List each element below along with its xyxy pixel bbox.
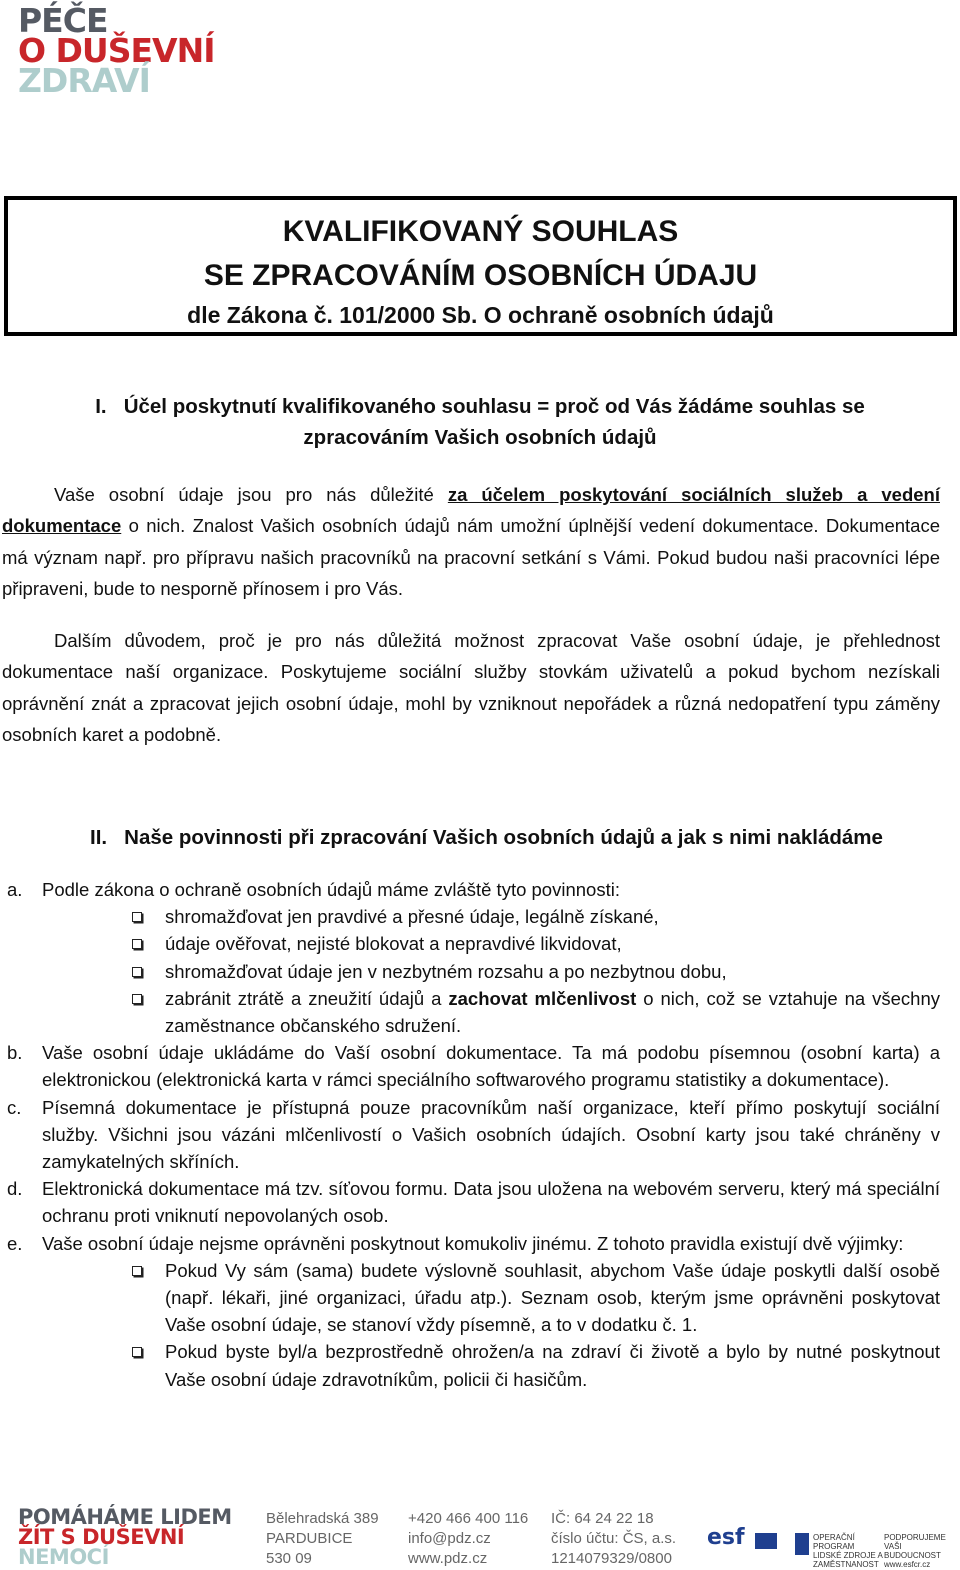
p1-text-end: o nich. Znalost Vašich osobních údajů nám umožní úplnější vedení dokumentace. Dokumentace má význam např. pro přípravu našich pracovníků na pracovní setkání s Vámi. Pokud budou naši pracovníci lépe připraveni, bude to nesporně přínosem i pro Vás. <box>2 515 940 599</box>
bullet-item <box>2 985 940 1039</box>
footer-bank <box>551 1509 676 1569</box>
item-marker: c. <box>7 1096 22 1118</box>
item-marker: a. <box>7 879 23 900</box>
footer-logo-line-1: POMÁHÁME LIDEM <box>18 1505 232 1529</box>
square-bullet-icon <box>132 994 142 1004</box>
op-logo <box>795 1533 883 1567</box>
square-bullet-icon <box>132 1347 142 1357</box>
bullet-text: shromažďovat jen pravdivé a přesné údaje, legálně získané, <box>165 906 659 928</box>
item-d-text: Elektronická dokumentace má tzv. síťovou formu. Data jsou uložena na webovém serveru, který má speciální ochranu proti vniknutí nepovolaných osob. <box>42 1178 940 1227</box>
contact-website[interactable]: www.pdz.cz <box>408 1550 488 1567</box>
list-item-b <box>2 1039 940 1093</box>
op-mark-icon <box>795 1533 809 1555</box>
list-item-c <box>2 1094 940 1176</box>
address-city: PARDUBICE <box>266 1530 353 1547</box>
section-1-paragraph-1 <box>2 479 940 604</box>
p1-underlined-text: za účelem poskytování sociálních služeb a vedení dokumentace <box>2 484 940 537</box>
page-footer <box>0 1505 960 1570</box>
bank-account-number: 1214079329/0800 <box>551 1550 672 1567</box>
bullet-text: Pokud byste byl/a bezprostředně ohrožen/a na zdraví či životě a bylo by nutné poskytnout Vaše osobní údaje zdravotníkům, policii či hasičům. <box>165 1341 940 1390</box>
bullet-item <box>2 930 940 957</box>
list-item-e <box>2 1230 940 1257</box>
footer-address <box>266 1509 379 1569</box>
address-street: Bělehradská 389 <box>266 1510 379 1527</box>
footer-contact <box>408 1509 528 1569</box>
item-a-text: Podle zákona o ochraně osobních údajů máme zvláště tyto povinnosti: <box>42 879 620 900</box>
organization-logo <box>18 1 215 100</box>
op-text: OPERAČNÍ PROGRAM LIDSKÉ ZDROJE A ZAMĚSTNANOST <box>813 1533 883 1569</box>
p2-text: Dalším důvodem, proč je pro nás důležitá možnost zpracovat Vaše osobní údaje, je přehlednost dokumentace naší organizace. Poskytujeme sociální služby stovkám uživatelů a pokud bychom nezískali oprávnění znát a zpracovat jejich osobní údaje, mohl by vzniknout nepořádek a různá nedopatření typu záměny osobních karet a podobně. <box>2 630 940 745</box>
square-bullet-icon <box>132 912 142 922</box>
eu-flag-icon <box>755 1533 777 1549</box>
bullet-text <box>165 985 940 1039</box>
square-bullet-icon <box>132 939 142 949</box>
bullet-item <box>2 1257 940 1339</box>
address-zip: 530 09 <box>266 1550 312 1567</box>
list-item-d <box>2 1175 940 1229</box>
bullet-4-bold: zachovat mlčenlivost <box>448 987 637 1009</box>
document-title-line-1: KVALIFIKOVANÝ SOUHLAS <box>282 215 679 248</box>
bullet-text: shromažďovat údaje jen v nezbytném rozsahu a po nezbytnou dobu, <box>165 960 727 982</box>
p1-text-start: Vaše osobní údaje jsou pro nás důležité <box>54 484 448 505</box>
item-marker: d. <box>7 1178 23 1200</box>
section-1-heading-line-1: I. Účel poskytnutí kvalifikovaného souhlasu = proč od Vás žádáme souhlas se <box>95 395 865 418</box>
logo-line-1: PÉČE <box>18 1 108 40</box>
item-marker: e. <box>7 1232 23 1254</box>
footer-logo-line-3: NEMOCÍ <box>18 1545 109 1569</box>
contact-email[interactable]: info@pdz.cz <box>408 1530 491 1547</box>
item-c-text: Písemná dokumentace je přístupná pouze pracovníkům naší organizace, kteří přímo poskytují sociální služby. Všichni jsou vázáni mlčenlivostí o Vašich osobních údajích. Osobní karty jsou také chráněny v zamykatelných skříních. <box>42 1096 940 1173</box>
bank-account-label: číslo účtu: ČS, a.s. <box>551 1530 677 1547</box>
item-marker: b. <box>7 1042 23 1064</box>
bullet-4-end: o nich, což se vztahuje na všechny zaměstnance občanského sdružení. <box>165 987 940 1037</box>
item-b-text: Vaše osobní údaje ukládáme do Vaší osobní dokumentace. Ta má podobu písemnou (osobní karta) a elektronickou (elektronická karta v rámci speciálního softwarového programu statistiky a dokumentace). <box>42 1042 940 1091</box>
square-bullet-icon <box>132 1266 142 1276</box>
esf-text: esf <box>707 1525 745 1550</box>
section-1-paragraph-2 <box>2 625 940 750</box>
list-item-a <box>2 876 940 903</box>
obligations-list <box>2 876 940 1393</box>
logo-line-3: ZDRAVÍ <box>18 61 150 100</box>
title-box <box>4 196 957 336</box>
document-subtitle: dle Zákona č. 101/2000 Sb. O ochraně osobních údajů <box>187 302 774 328</box>
bullet-text: Pokud Vy sám (sama) budete výslovně souhlasit, abychom Vaše údaje poskytli další osobě (např. lékaři, jiné organizaci, úřadu atp.). Seznam osob, kterým jsme oprávněni poskytovat Vaše osobní údaje, se stanoví vždy písemně, a to v dodatku č. 1. <box>165 1259 940 1336</box>
bullet-4-start: zabránit ztrátě a zneužití údajů a <box>165 987 449 1009</box>
bullet-text: údaje ověřovat, nejisté blokovat a nepravdivé likvidovat, <box>165 933 622 955</box>
bullet-item <box>2 1338 940 1392</box>
item-e-text: Vaše osobní údaje nejsme oprávněni poskytnout komukoliv jinému. Z tohoto pravidla existují dvě výjimky: <box>42 1232 904 1254</box>
bullet-item <box>2 903 940 930</box>
support-badge: PODPORUJEME VAŠI BUDOUCNOST www.esfcr.cz <box>884 1533 946 1569</box>
document-title-line-2: SE ZPRACOVÁNÍM OSOBNÍCH ÚDAJU <box>203 259 758 292</box>
logo-line-2: O DUŠEVNÍ <box>18 31 215 70</box>
esf-logo <box>707 1525 787 1567</box>
section-1-heading-line-2: zpracováním Vašich osobních údajů <box>303 426 657 449</box>
bank-ic: IČ: 64 24 22 18 <box>551 1510 654 1527</box>
footer-logo-line-2: ŽÍT S DUŠEVNÍ <box>18 1525 185 1549</box>
footer-logo <box>18 1507 232 1567</box>
bullet-item <box>2 958 940 985</box>
section-2-heading: II. Naše povinnosti při zpracování Vašich osobních údajů a jak s nimi nakládáme <box>90 826 883 849</box>
square-bullet-icon <box>132 967 142 977</box>
section-1-heading <box>0 391 960 453</box>
contact-phone: +420 466 400 116 <box>408 1510 529 1527</box>
